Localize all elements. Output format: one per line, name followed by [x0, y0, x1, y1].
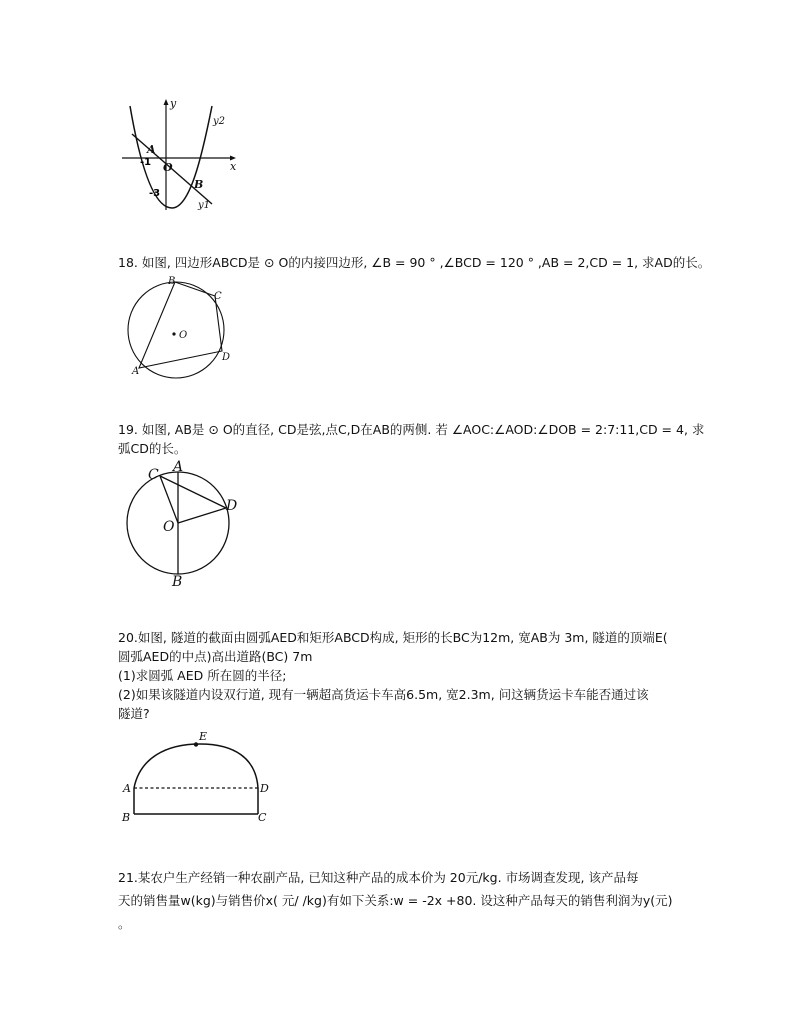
point-e-label: E	[199, 730, 208, 743]
question-20	[118, 628, 668, 723]
question-20-line4: (2)如果该隧道内设双行道, 现有一辆超高货运卡车高6.5m, 宽2.3m, 问这辆货运卡车能否通过该	[118, 687, 649, 702]
question-21-line3: 。	[118, 916, 131, 931]
center-o-label: O	[179, 330, 188, 341]
point-b-label: B	[194, 178, 204, 191]
y-axis-arrow	[164, 99, 169, 105]
circle-o	[128, 282, 224, 378]
quadrilateral-abcd	[139, 282, 222, 368]
point-d-label: D	[260, 782, 269, 795]
neg-one-label: -1	[140, 157, 152, 168]
vertex-d-label: D	[222, 352, 231, 363]
curve-y1-label: y1	[198, 200, 211, 211]
question-21	[118, 866, 673, 935]
y-axis-label: y	[170, 97, 177, 110]
point-c-label: C	[148, 467, 159, 483]
point-a-label: A	[173, 459, 184, 475]
question-20-line1: 20.如图, 隧道的截面由圆弧AED和矩形ABCD构成, 矩形的长BC为12m, 宽AB为 3m, 隧道的顶端E(	[118, 630, 668, 645]
point-b-label: B	[172, 574, 183, 590]
top-point-e	[194, 742, 198, 746]
question-18-text: 18. 如图, 四边形ABCD是 ⊙ O的内接四边形, ∠B = 90 ° ,∠BCD = 120 ° ,AB = 2,CD = 1, 求AD的长。	[118, 255, 711, 270]
point-a-label: A	[147, 143, 156, 156]
question-19-line2: 弧CD的长。	[118, 441, 187, 456]
vertex-a-label: A	[132, 366, 140, 377]
curve-y2-label: y2	[213, 116, 226, 127]
question-21-line2: 天的销售量w(kg)与销售价x( 元/ /kg)有如下关系:w = -2x +80. 设这种产品每天的销售利润为y(元)	[118, 893, 673, 908]
point-c-label: C	[258, 811, 267, 824]
question-21-line1: 21.某农户生产经销一种农副产品, 已知这种产品的成本价为 20元/kg. 市场调查发现, 该产品每	[118, 870, 639, 885]
arc-aed	[134, 744, 258, 788]
origin-label: O	[163, 161, 173, 174]
point-d-label: D	[226, 498, 238, 514]
question-19	[118, 420, 704, 458]
vertex-b-label: B	[168, 276, 176, 287]
question-20-line3: (1)求圆弧 AED 所在圆的半径;	[118, 668, 287, 683]
question-20-line5: 隧道?	[118, 706, 150, 721]
figure-circle-diameter	[118, 458, 248, 590]
point-b-label: B	[122, 811, 131, 824]
question-19-line1: 19. 如图, AB是 ⊙ O的直径, CD是弦,点C,D在AB的两侧. 若 ∠AOC:∠AOD:∠DOB = 2:7:11,CD = 4, 求	[118, 422, 705, 437]
figure-tunnel	[118, 730, 278, 826]
figure-cyclic-quadrilateral	[118, 273, 238, 385]
vertex-c-label: C	[214, 291, 222, 302]
x-axis-label: x	[230, 160, 237, 173]
point-a-label: A	[123, 782, 131, 795]
neg-three-label: -3	[149, 188, 161, 199]
question-18	[118, 253, 710, 272]
question-20-line2: 圆弧AED的中点)高出道路(BC) 7m	[118, 649, 313, 664]
radius-od	[178, 508, 226, 523]
center-o-label: O	[163, 519, 175, 535]
center-point	[172, 332, 175, 335]
figure-parabola-line	[118, 96, 248, 214]
